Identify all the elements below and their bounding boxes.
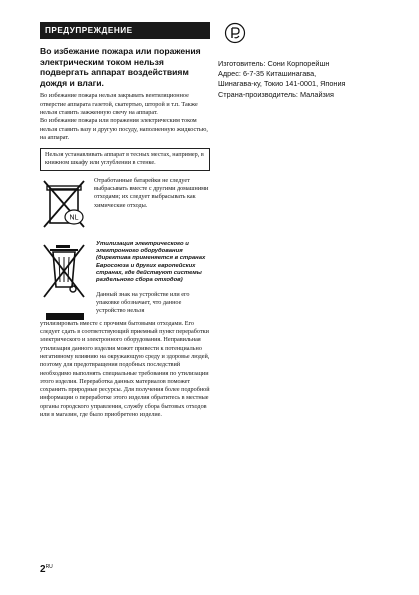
battery-disposal-section [40, 177, 210, 231]
battery-icon-label: NL [69, 214, 79, 222]
page-number-value: 2 [40, 564, 46, 575]
weee-heading: Утилизация электрического и электронного оборудования (директива применяется в странах Евросоюза и других европейских странах, где действуют системы раздельного сбора отходов) [96, 240, 206, 284]
left-column [40, 22, 210, 419]
warning-paragraph-ventilation: Во избежание пожара нельзя закрывать вентиляционное отверстие аппарата газетой, скатертью, шторой и т.п. Также нельзя ставить зажженную свечу на аппарат. [40, 92, 198, 116]
page-number [40, 564, 53, 575]
installation-notice-box: Нельзя устанавливать аппарат в тесных местах, например, в книжном шкафу или углублении в стенке. [40, 148, 210, 171]
battery-disposal-icon [40, 177, 88, 231]
warning-paragraph-liquids: Во избежание пожара или поражения электрическим током нельзя ставить вазу и другую посуду, наполненную жидкостью, на аппарат. [40, 117, 208, 141]
warning-heading: Во избежание пожара или поражения электрическим током нельзя подвергать аппарат воздействиям дождя и влаги. [40, 46, 201, 88]
page-language-code: RU [45, 564, 53, 570]
weee-text-block [96, 239, 210, 320]
battery-disposal-text: Отработанные батарейки не следует выбрасывать вместе с другими домашними отходами; их следует выбрасывать как химические отходы. [94, 176, 209, 209]
manufacturer-address-line2: Шинагава-ку, Токио 141-0001, Япония [218, 79, 346, 89]
weee-icon-wrap [40, 239, 90, 320]
warning-header: ПРЕДУПРЕЖДЕНИЕ [40, 22, 210, 39]
weee-description: Данный знак на устройстве или его упаковке обозначает, что данное устройство нельзя [96, 290, 190, 315]
weee-description-continued: утилизировать вместе с прочими бытовыми отходами. Его следует сдать в соответствующий приемный пункт переработки электрического и электронного оборудования. Неправильная утилизация данного изделия может привести к потенциально негативному влиянию на окружающую среду и здоровье людей, поэтому для предотвращения подобных последствий необходимо выполнять специальные требования по утилизации этого изделия. Переработка данных материалов поможет сохранить природные ресурсы. Для получения более подробной информации о переработке этого изделия обратитесь в местные органы городского управления, службу сбора бытовых отходов или в магазин, где было приобретено изделие. [40, 319, 210, 419]
manufacturer-address-line1: Адрес: 6-7-35 Киташинагава, [218, 69, 317, 79]
weee-section [40, 239, 210, 320]
right-column [218, 22, 398, 100]
gost-r-certification-icon [224, 22, 246, 44]
manufacturer-info [218, 59, 398, 100]
crossed-out-wheelie-bin-icon [40, 239, 90, 303]
manufacturer-name: Изготовитель: Сони Корпорейшн [218, 59, 330, 68]
manufacturer-country: Страна-производитель: Малайзия [218, 89, 334, 99]
weee-black-bar [46, 313, 84, 320]
